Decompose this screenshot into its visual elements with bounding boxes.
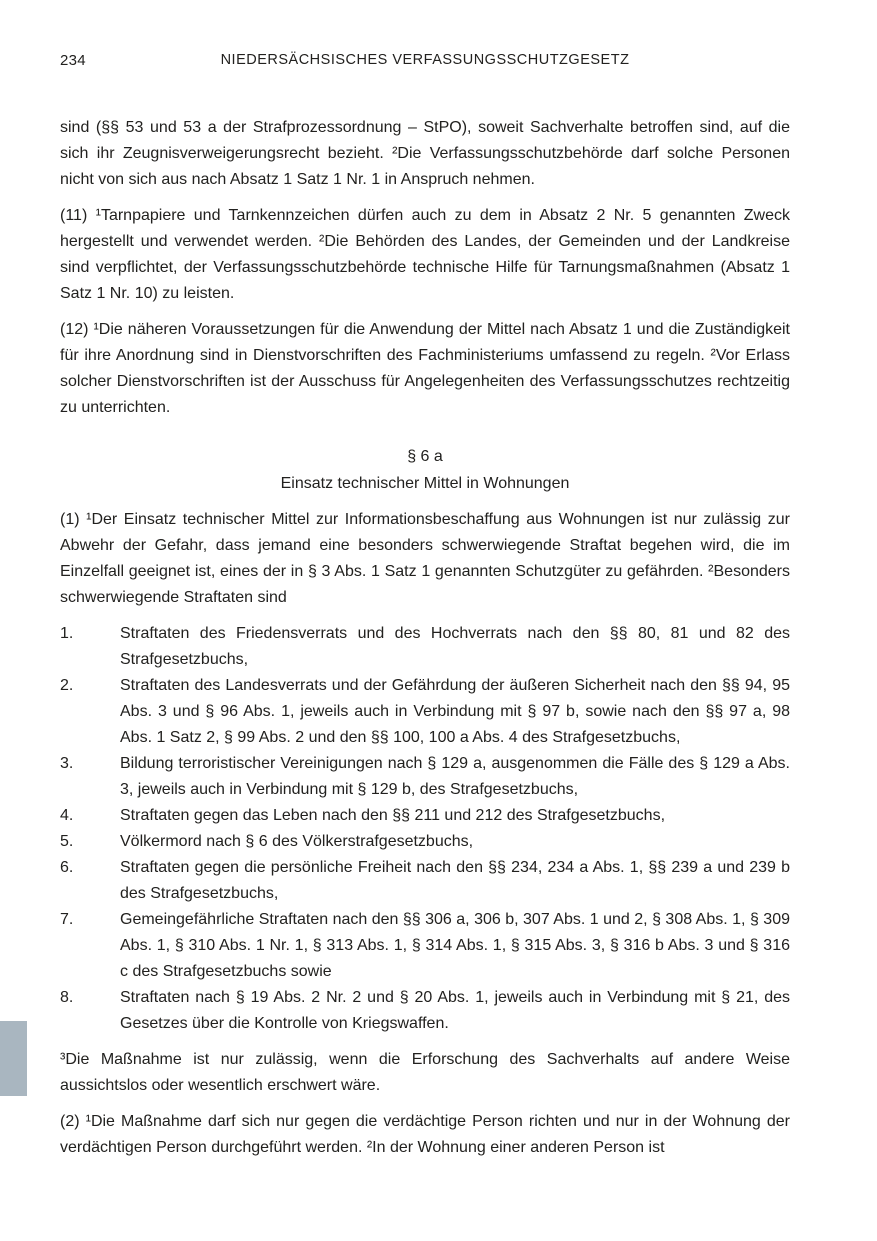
list-item-text: Bildung terroristischer Vereinigungen nach § 129 a, ausgenommen die Fälle des § 129 a Abs. 3, jeweils auch in Verbindung mit § 129 b, des Strafgesetzbuchs, bbox=[120, 755, 790, 798]
list-item bbox=[60, 829, 790, 855]
offense-list bbox=[60, 621, 790, 1037]
list-item-text: Straftaten des Landesverrats und der Gefährdung der äußeren Sicherheit nach den §§ 94, 95 Abs. 3 und § 96 Abs. 1, jeweils auch in Verbindung mit § 97 b, sowie nach den §§ 97 a, 98 Abs. 1 Satz 2, § 99 Abs. 2 und den §§ 100, 100 a Abs. 4 des Strafgesetzbuchs, bbox=[120, 677, 790, 746]
list-item bbox=[60, 985, 790, 1037]
list-item-number: 3. bbox=[60, 755, 74, 772]
list-item-number: 7. bbox=[60, 911, 74, 928]
paragraph-continuation: sind (§§ 53 und 53 a der Strafprozessordnung – StPO), soweit Sachverhalte betroffen sind, auf die sich ihr Zeugnisverweigerungsrecht bezieht. ²Die Verfassungsschutzbehörde darf solche Personen nicht von sich aus nach Absatz 1 Satz 1 Nr. 1 in Anspruch nehmen. bbox=[60, 119, 790, 188]
list-item-text: Straftaten nach § 19 Abs. 2 Nr. 2 und § 20 Abs. 1, jeweils auch in Verbindung mit § 21, des Gesetzes über die Kontrolle von Kriegswaffen. bbox=[120, 989, 790, 1032]
list-item bbox=[60, 907, 790, 985]
section-heading bbox=[60, 443, 790, 497]
list-item bbox=[60, 621, 790, 673]
paragraph-6a-2: (2) ¹Die Maßnahme darf sich nur gegen die verdächtige Person richten und nur in der Wohnung der verdächtigen Person durchgeführt werden. ²In der Wohnung einer anderen Person ist bbox=[60, 1113, 790, 1156]
list-item-text: Straftaten des Friedensverrats und des Hochverrats nach den §§ 80, 81 und 82 des Strafgesetzbuchs, bbox=[120, 625, 790, 668]
list-item-text: Völkermord nach § 6 des Völkerstrafgesetzbuchs, bbox=[120, 833, 474, 850]
running-title: NIEDERSÄCHSISCHES VERFASSUNGSSCHUTZGESETZ bbox=[220, 52, 630, 68]
list-item bbox=[60, 855, 790, 907]
section-number: § 6 a bbox=[407, 448, 443, 465]
page-number: 234 bbox=[60, 52, 86, 69]
list-item-text: Straftaten gegen das Leben nach den §§ 211 und 212 des Strafgesetzbuchs, bbox=[120, 807, 666, 824]
paragraph-6a-1-sentence3: ³Die Maßnahme ist nur zulässig, wenn die Erforschung des Sachverhalts auf andere Weise aussichtslos oder wesentlich erschwert wäre. bbox=[60, 1051, 790, 1094]
paragraph-11: (11) ¹Tarnpapiere und Tarnkennzeichen dürfen auch zu dem in Absatz 2 Nr. 5 genannten Zweck hergestellt und verwendet werden. ²Die Behörden des Landes, der Gemeinden und der Landkreise sind verpflichtet, der Verfassungsschutzbehörde technische Hilfe für Tarnungsmaßnahmen (Absatz 1 Satz 1 Nr. 10) zu leisten. bbox=[60, 207, 790, 302]
paragraph-6a-1: (1) ¹Der Einsatz technischer Mittel zur Informationsbeschaffung aus Wohnungen ist nur zulässig zur Abwehr der Gefahr, dass jemand eine besonders schwerwiegende Straftat begehen wird, die im Einzelfall geeignet ist, eines der in § 3 Abs. 1 Satz 1 genannten Schutzgüter zu gefährden. ²Besonders schwerwiegende Straftaten sind bbox=[60, 511, 790, 606]
page-header bbox=[60, 52, 790, 70]
list-item-number: 5. bbox=[60, 833, 74, 850]
list-item-number: 8. bbox=[60, 989, 74, 1006]
list-item-text: Straftaten gegen die persönliche Freiheit nach den §§ 234, 234 a Abs. 1, §§ 239 a und 239 b des Strafgesetzbuchs, bbox=[120, 859, 790, 902]
list-item-number: 2. bbox=[60, 677, 74, 694]
section-title: Einsatz technischer Mittel in Wohnungen bbox=[280, 475, 570, 492]
paragraph-12: (12) ¹Die näheren Voraussetzungen für die Anwendung der Mittel nach Absatz 1 und die Zuständigkeit für ihre Anordnung sind in Dienstvorschriften des Fachministeriums umfassend zu regeln. ²Vor Erlass solcher Dienstvorschriften ist der Ausschuss für Angelegenheiten des Verfassungsschutzes rechtzeitig zu unterrichten. bbox=[60, 321, 790, 416]
list-item-text: Gemeingefährliche Straftaten nach den §§ 306 a, 306 b, 307 Abs. 1 und 2, § 308 Abs. 1, § 309 Abs. 1, § 310 Abs. 1 Nr. 1, § 313 Abs. 1, § 314 Abs. 1, § 315 Abs. 3, § 316 b Abs. 3 und § 316 c des Strafgesetzbuchs sowie bbox=[120, 911, 790, 980]
list-item bbox=[60, 673, 790, 751]
page-edge-tab bbox=[0, 1021, 27, 1096]
list-item-number: 1. bbox=[60, 625, 74, 642]
page-content bbox=[60, 115, 790, 1161]
list-item bbox=[60, 751, 790, 803]
list-item-number: 6. bbox=[60, 859, 74, 876]
list-item bbox=[60, 803, 790, 829]
list-item-number: 4. bbox=[60, 807, 74, 824]
